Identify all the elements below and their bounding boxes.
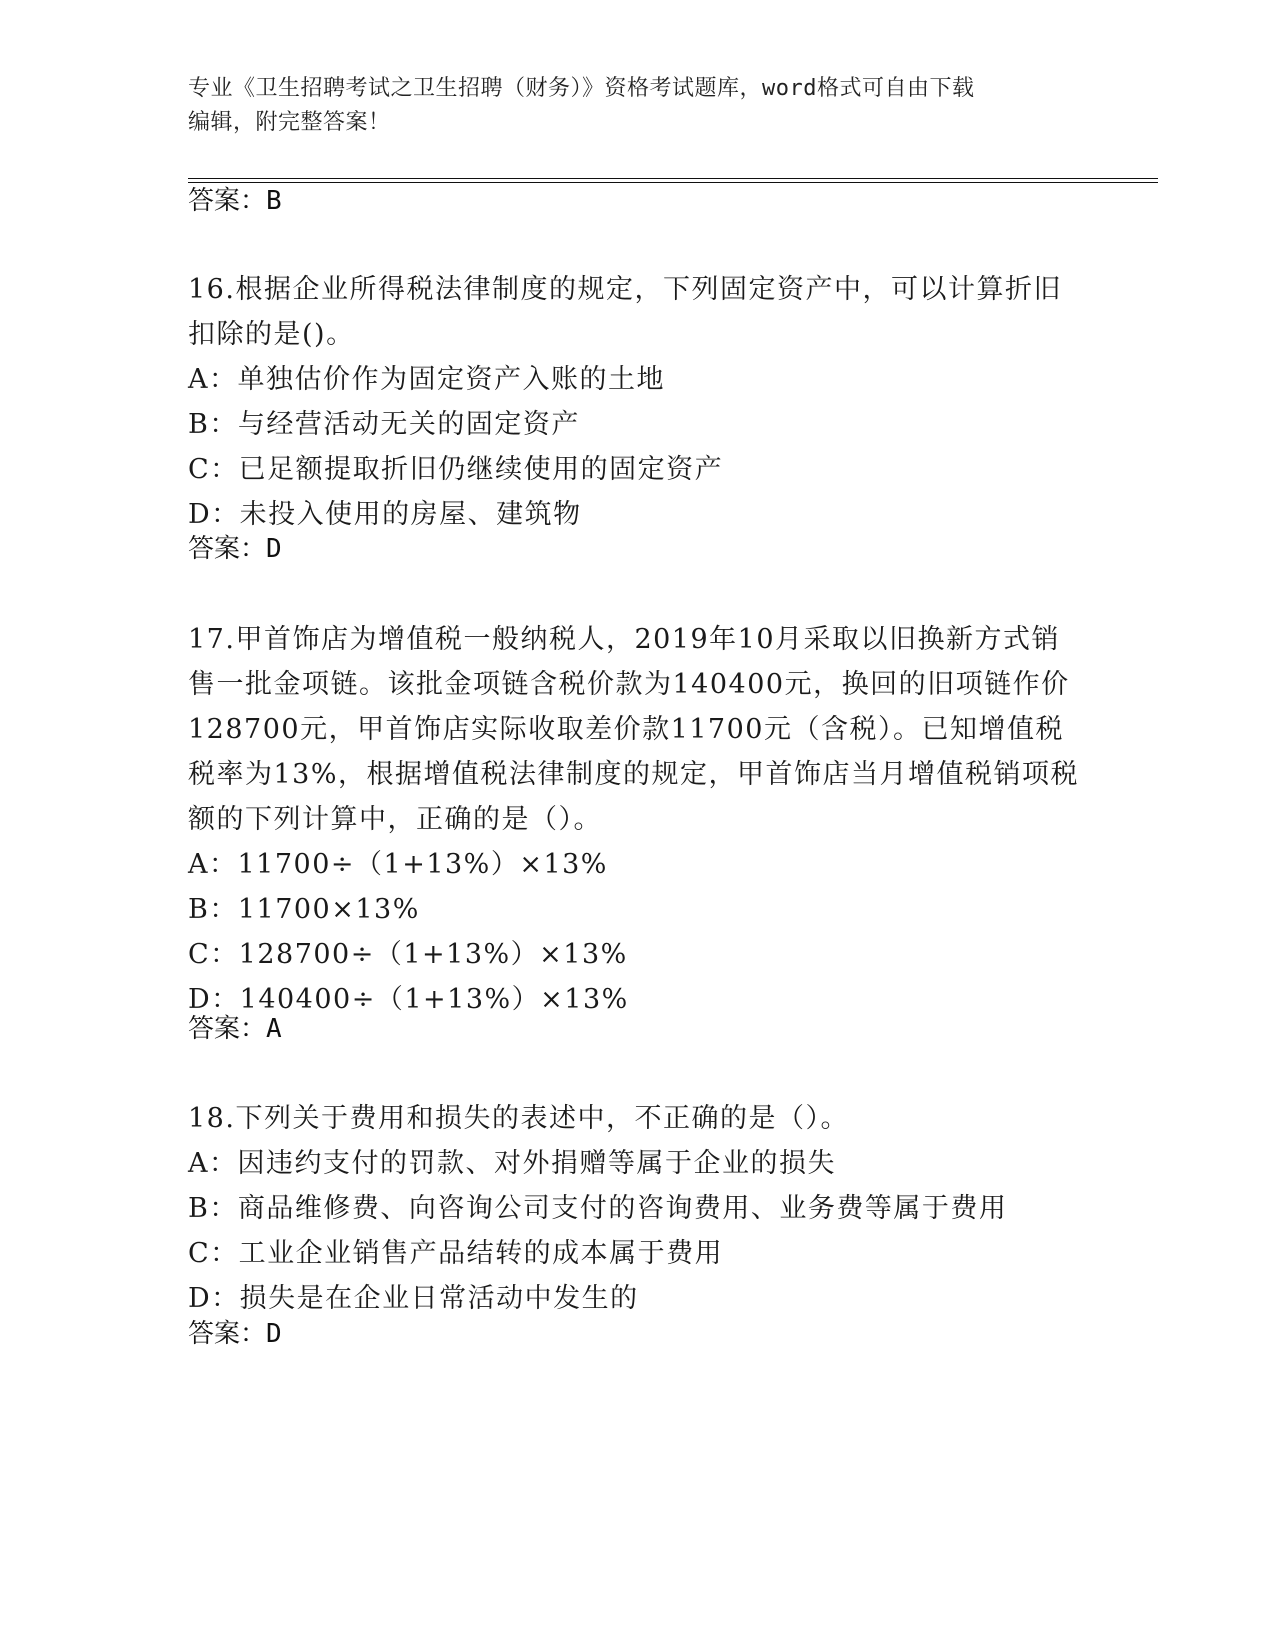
- answer-16: 答案：D: [188, 534, 282, 564]
- option-c: C：128700÷（1+13%）×13%: [188, 939, 628, 970]
- option-d: D：未投入使用的房屋、建筑物: [188, 499, 582, 530]
- question-16: [188, 267, 1088, 537]
- option-b: B：商品维修费、向咨询公司支付的咨询费用、业务费等属于费用: [188, 1193, 1008, 1224]
- question-stem-line: 17.甲首饰店为增值税一般纳税人，2019年10月采取以旧换新方式销: [188, 624, 1061, 655]
- question-stem-line: 16.根据企业所得税法律制度的规定，下列固定资产中，可以计算折旧: [188, 274, 1062, 305]
- option-a: A：单独估价作为固定资产入账的土地: [188, 364, 665, 395]
- document-header: [188, 72, 1088, 140]
- question-17: [188, 617, 1088, 1022]
- question-stem-line: 税率为13%，根据增值税法律制度的规定，甲首饰店当月增值税销项税: [188, 759, 1080, 790]
- answer-18: 答案：D: [188, 1319, 282, 1349]
- option-a: A：11700÷（1+13%）×13%: [188, 849, 608, 880]
- question-stem-line: 扣除的是()。: [188, 319, 355, 350]
- option-d: D：140400÷（1+13%）×13%: [188, 984, 629, 1015]
- option-d: D：损失是在企业日常活动中发生的: [188, 1283, 639, 1314]
- option-b: B：11700×13%: [188, 894, 420, 925]
- option-c: C：已足额提取折旧仍继续使用的固定资产: [188, 454, 724, 485]
- header-line-1: 专业《卫生招聘考试之卫生招聘（财务）》资格考试题库，word格式可自由下载: [188, 76, 975, 101]
- option-c: C：工业企业销售产品结转的成本属于费用: [188, 1238, 724, 1269]
- header-line-2: 编辑，附完整答案！: [188, 110, 391, 135]
- question-stem-line: 额的下列计算中，正确的是（）。: [188, 804, 602, 835]
- answer-prev: 答案：B: [188, 186, 282, 216]
- option-a: A：因违约支付的罚款、对外捐赠等属于企业的损失: [188, 1148, 836, 1179]
- option-b: B：与经营活动无关的固定资产: [188, 409, 580, 440]
- question-stem-line: 18.下列关于费用和损失的表述中，不正确的是（）。: [188, 1103, 849, 1134]
- question-stem-line: 售一批金项链。该批金项链含税价款为140400元，换回的旧项链作价: [188, 669, 1070, 700]
- header-divider: [188, 178, 1158, 183]
- question-18: [188, 1096, 1088, 1321]
- answer-17: 答案：A: [188, 1014, 282, 1044]
- question-stem-line: 128700元，甲首饰店实际收取差价款11700元（含税）。已知增值税: [188, 714, 1064, 745]
